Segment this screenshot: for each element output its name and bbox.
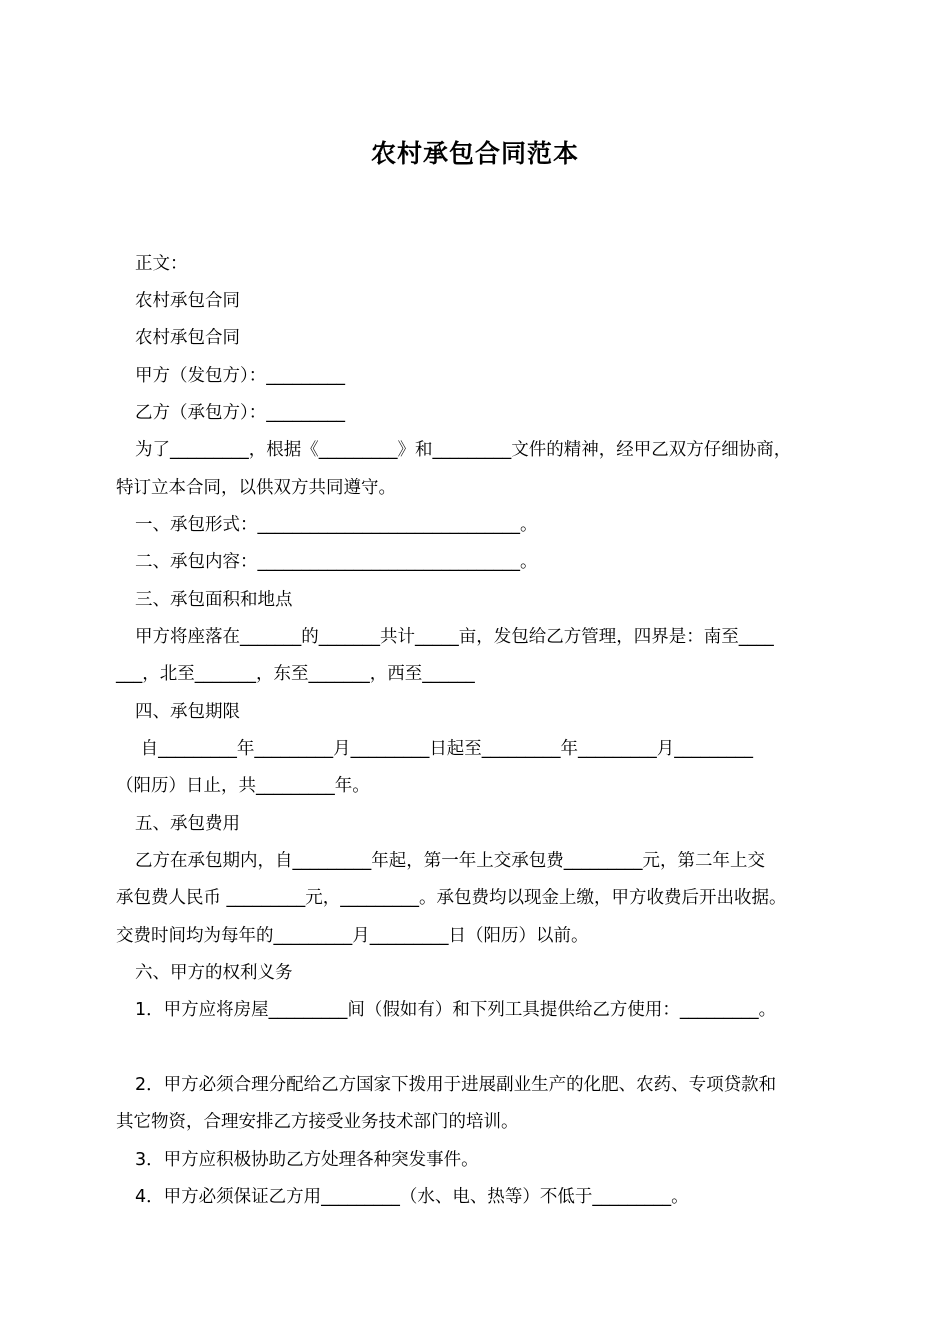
section-heading: 三、承包面积和地点 [135,590,293,610]
paragraph-line: 乙方在承包期内，自_________年起，第一年上交承包费_________元，第二年上交 [135,851,765,871]
party-a-line: 甲方（发包方）：_________ [135,366,345,386]
section-heading: 一、承包形式：______________________________。 [135,515,538,535]
paragraph-line: 甲方将座落在_______的_______共计_____亩，发包给乙方管理，四界是：南至____ [135,627,774,647]
list-item: 1．甲方应将房屋_________间（假如有）和下列工具提供给乙方使用：_________。 [135,1000,777,1020]
paragraph-line: 为了_________，根据《_________》和_________文件的精神，经甲乙双方仔细协商， [135,440,792,460]
document-title: 农村承包合同范本 [370,139,579,168]
paragraph-line: 农村承包合同 [135,291,240,311]
list-item: 2．甲方必须合理分配给乙方国家下拨用于进展副业生产的化肥、农药、专项贷款和 [135,1075,777,1095]
section-heading: 四、承包期限 [135,702,240,722]
paragraph-line: （阳历）日止，共_________年。 [116,776,370,796]
paragraph-line: 自_________年_________月_________日起至_________年_________月_________ [135,739,754,759]
list-item: 4．甲方必须保证乙方用_________（水、电、热等）不低于_________。 [135,1187,689,1207]
section-heading: 五、承包费用 [135,814,240,834]
paragraph-line: 交费时间均为每年的_________月_________日（阳历）以前。 [116,926,589,946]
paragraph-line: 正文： [135,254,188,274]
paragraph-line: 承包费人民币 _________元，_________。承包费均以现金上缴，甲方收费后开出收据。 [116,888,787,908]
paragraph-line: ___，北至_______，东至_______，西至______ [116,664,475,684]
section-heading: 二、承包内容：______________________________。 [135,552,538,572]
paragraph-line: 农村承包合同 [135,328,240,348]
list-item: 3．甲方应积极协助乙方处理各种突发事件。 [135,1150,479,1170]
section-heading: 六、甲方的权利义务 [135,963,293,983]
paragraph-line: 特订立本合同，以供双方共同遵守。 [116,478,396,498]
paragraph-line: 其它物资，合理安排乙方接受业务技术部门的培训。 [116,1112,519,1132]
party-b-line: 乙方（承包方）：_________ [135,403,345,423]
